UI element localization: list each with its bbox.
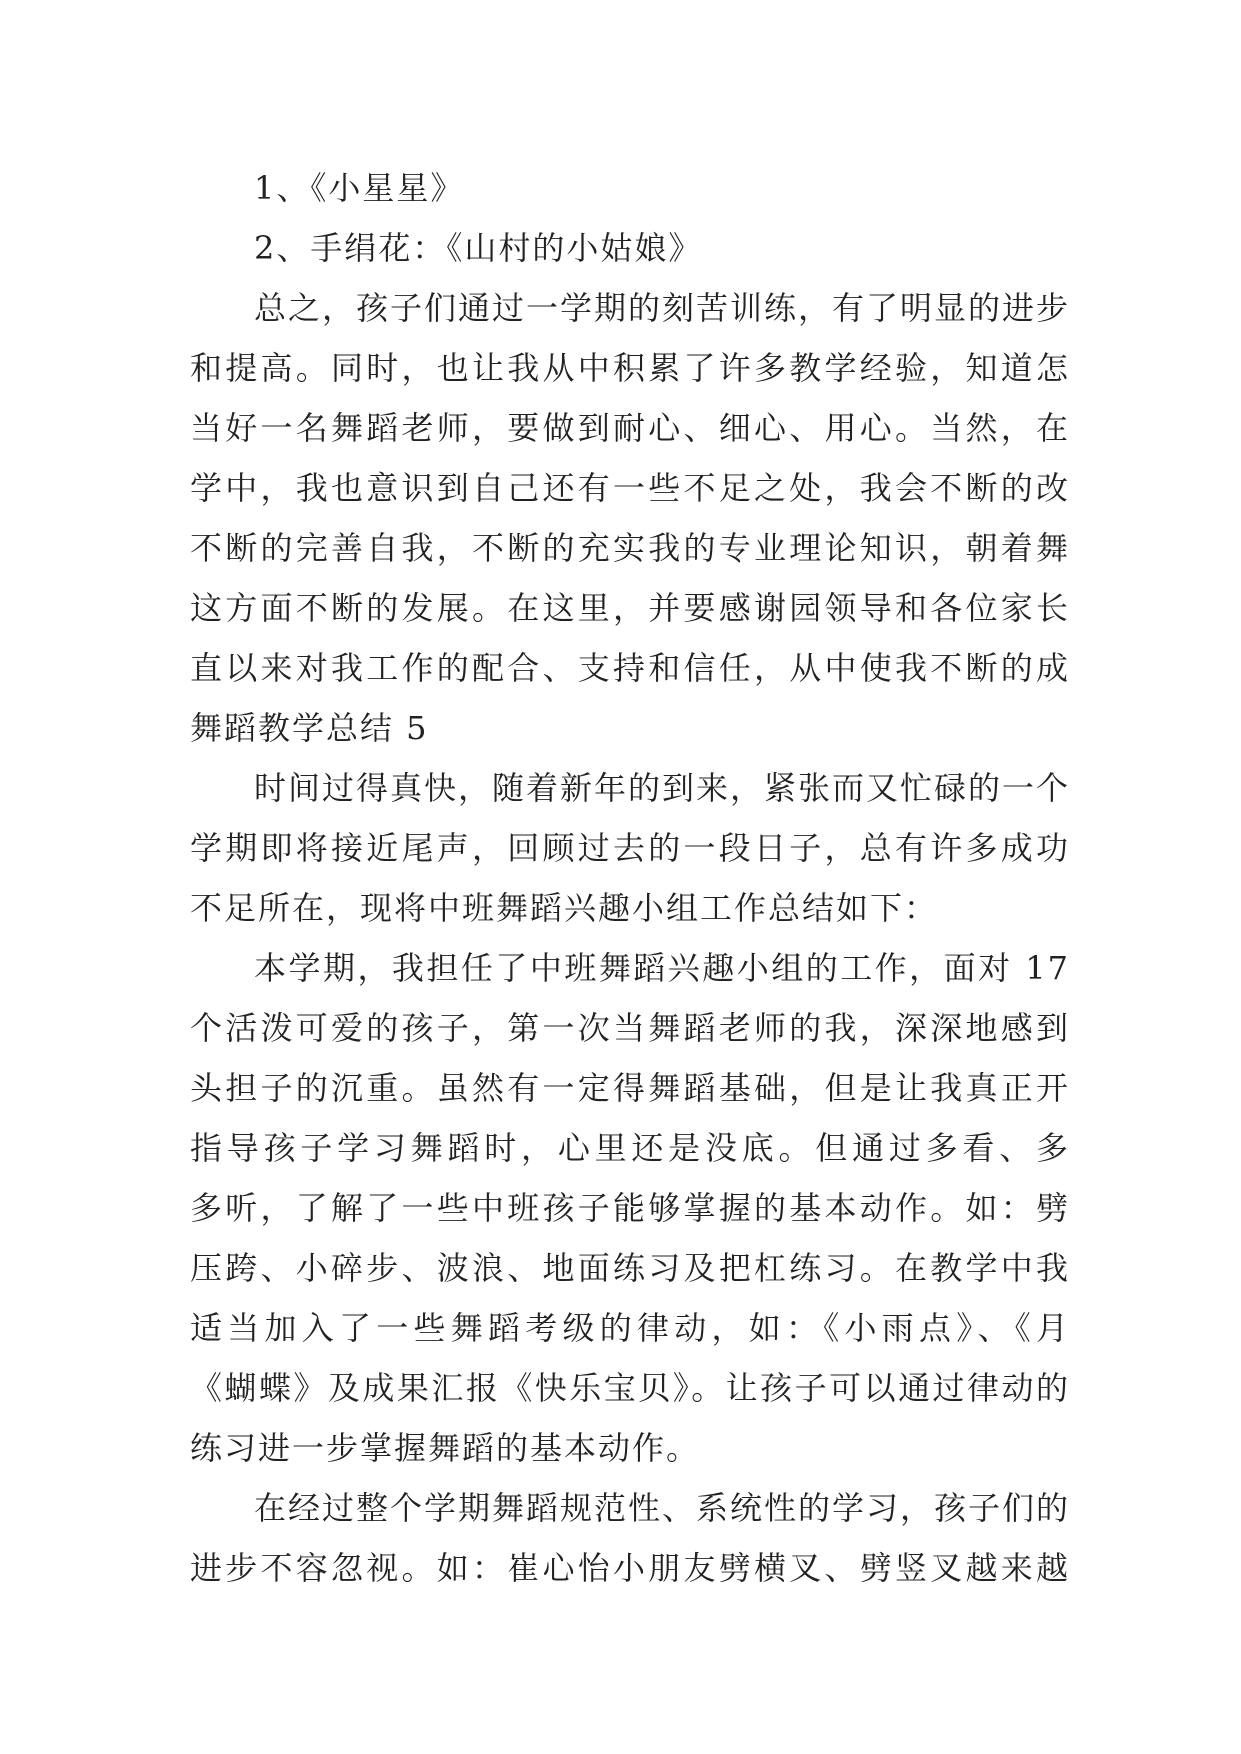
paragraph-line: 进步不容忽视。如：崔心怡小朋友劈横叉、劈竖叉越来越: [190, 1549, 1070, 1587]
paragraph-line: 这方面不断的发展。在这里，并要感谢园领导和各位家长: [190, 589, 1070, 627]
paragraph-line: 《蝴蝶》及成果汇报《快乐宝贝》。让孩子可以通过律动的: [190, 1369, 1070, 1407]
paragraph-line: 学期即将接近尾声，回顾过去的一段日子，总有许多成功: [190, 829, 1070, 867]
paragraph-line: 和提高。同时，也让我从中积累了许多教学经验，知道怎: [190, 349, 1070, 387]
section-heading: 舞蹈教学总结 5: [190, 709, 429, 747]
paragraph-line: 指导孩子学习舞蹈时，心里还是没底。但通过多看、多: [190, 1129, 1070, 1167]
paragraph-line: 在经过整个学期舞蹈规范性、系统性的学习，孩子们的: [254, 1489, 1070, 1527]
list-item-1: 1、《小星星》: [254, 169, 465, 207]
list-item-2: 2、手绢花：《山村的小姑娘》: [254, 229, 703, 267]
paragraph-line: 多听，了解了一些中班孩子能够掌握的基本动作。如：劈: [190, 1189, 1070, 1227]
paragraph-line: 当好一名舞蹈老师，要做到耐心、细心、用心。当然，在: [190, 409, 1070, 447]
paragraph-line: 不足所在，现将中班舞蹈兴趣小组工作总结如下：: [190, 889, 939, 927]
paragraph-line: 本学期，我担任了中班舞蹈兴趣小组的工作，面对 17: [254, 949, 1070, 987]
paragraph-line: 练习进一步掌握舞蹈的基本动作。: [190, 1429, 701, 1467]
paragraph-line: 适当加入了一些舞蹈考级的律动，如：《小雨点》、《月: [190, 1309, 1070, 1347]
paragraph-line: 时间过得真快，随着新年的到来，紧张而又忙碌的一个: [254, 769, 1070, 807]
paragraph-line: 直以来对我工作的配合、支持和信任，从中使我不断的成: [190, 649, 1070, 687]
paragraph-line: 总之，孩子们通过一学期的刻苦训练，有了明显的进步: [254, 289, 1070, 327]
document-body: [190, 158, 1070, 1598]
paragraph-line: 不断的完善自我，不断的充实我的专业理论知识，朝着舞: [190, 529, 1070, 567]
paragraph-line: 头担子的沉重。虽然有一定得舞蹈基础，但是让我真正开: [190, 1069, 1070, 1107]
paragraph-line: 压跨、小碎步、波浪、地面练习及把杠练习。在教学中我: [190, 1249, 1070, 1287]
paragraph-line: 个活泼可爱的孩子，第一次当舞蹈老师的我，深深地感到: [190, 1009, 1070, 1047]
paragraph-line: 学中，我也意识到自己还有一些不足之处，我会不断的改: [190, 469, 1070, 507]
